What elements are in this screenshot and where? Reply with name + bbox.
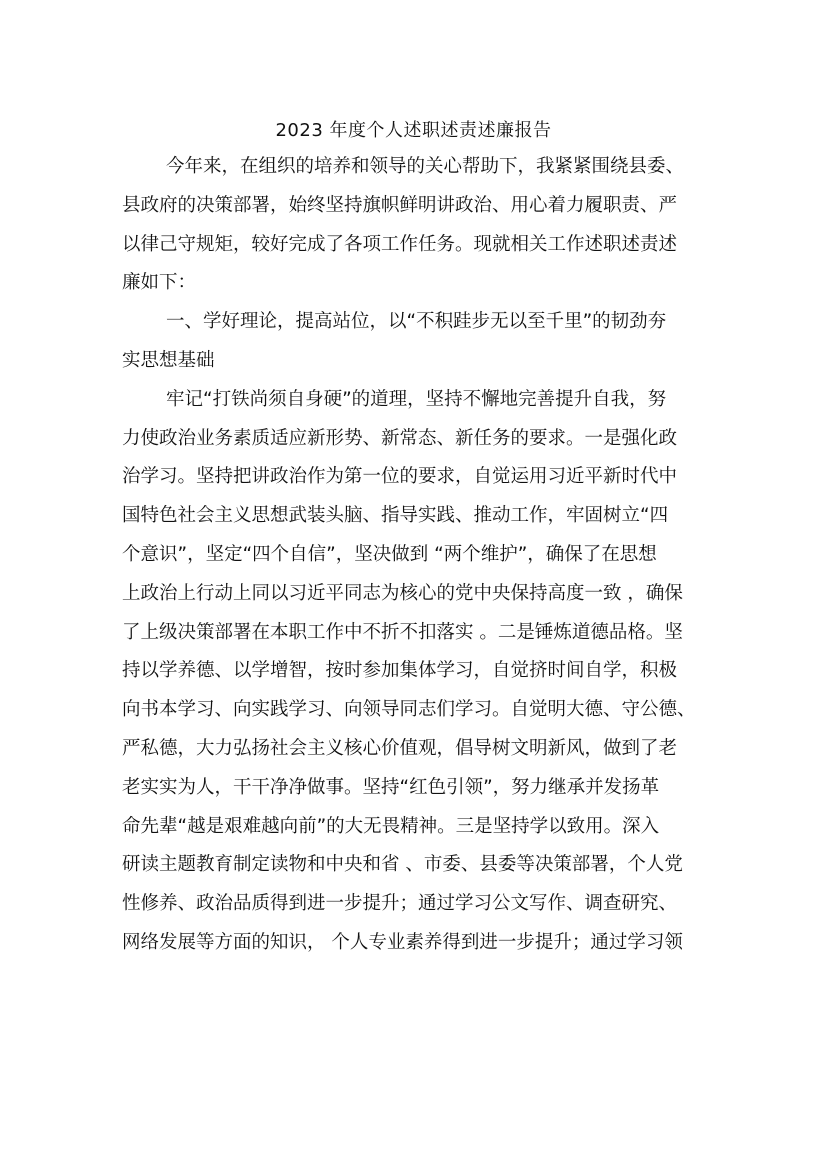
paragraph-line: 上政治上行动上同以习近平同志为核心的党中央保持高度一致 ，确保 bbox=[122, 582, 683, 604]
paragraph-line: 县政府的决策部署，始终坚持旗帜鲜明讲政治、用心着力履职责、严 bbox=[122, 194, 678, 216]
paragraph-line: 性修养、政治品质得到进一步提升；通过学习公文写作、调查研究、 bbox=[122, 893, 678, 915]
paragraph-line: 老实实为人，干干净净做事。坚持“红色引领”，努力继承并发扬革 bbox=[122, 776, 660, 798]
paragraph-line: 向书本学习、向实践学习、向领导同志们学习。自觉明大德、守公德、 bbox=[122, 699, 696, 721]
paragraph-line: 以律己守规矩，较好完成了各项工作任务。现就相关工作述职述责述 bbox=[122, 233, 678, 255]
paragraph-line: 研读主题教育制定读物和中央和省 、市委、县委等决策部署，个人党 bbox=[122, 854, 683, 876]
paragraph-line: 力使政治业务素质适应新形势、新常态、新任务的要求。一是强化政 bbox=[122, 427, 678, 449]
paragraph-line: 今年来，在组织的培养和领导的关心帮助下，我紧紧围绕县委、 bbox=[166, 156, 685, 177]
paragraph-line: 个意识”，坚定“四个自信”，坚决做到 “两个维护”，确保了在思想 bbox=[122, 543, 657, 565]
document-title: 2023 年度个人述职述责述廉报告 bbox=[275, 120, 552, 141]
paragraph-line: 了上级决策部署在本职工作中不折不扣落实 。二是锤炼道德品格。坚 bbox=[122, 621, 683, 643]
paragraph-line: 廉如下： bbox=[122, 272, 197, 294]
paragraph-line: 命先辈“越是艰难越向前”的大无畏精神。三是坚持学以致用。深入 bbox=[122, 815, 660, 837]
paragraph-line: 牢记“打铁尚须自身硬”的道理，坚持不懈地完善提升自我，努 bbox=[166, 388, 667, 410]
document-body bbox=[122, 148, 722, 963]
paragraph-line: 网络发展等方面的知识， 个人专业素养得到进一步提升；通过学习领 bbox=[122, 931, 683, 953]
paragraph-line: 严私德，大力弘扬社会主义核心价值观，倡导树文明新风，做到了老 bbox=[122, 737, 678, 759]
section-heading-line: 一、学好理论，提高站位，以“不积跬步无以至千里”的韧劲夯 bbox=[166, 311, 667, 333]
section-heading-line: 实思想基础 bbox=[122, 349, 215, 371]
paragraph-line: 国特色社会主义思想武装头脑、指导实践、推动工作，牢固树立“四 bbox=[122, 505, 669, 527]
paragraph-line: 持以学养德、以学增智，按时参加集体学习，自觉挤时间自学，积极 bbox=[122, 660, 678, 682]
paragraph-line: 治学习。坚持把讲政治作为第一位的要求，自觉运用习近平新时代中 bbox=[122, 466, 678, 488]
